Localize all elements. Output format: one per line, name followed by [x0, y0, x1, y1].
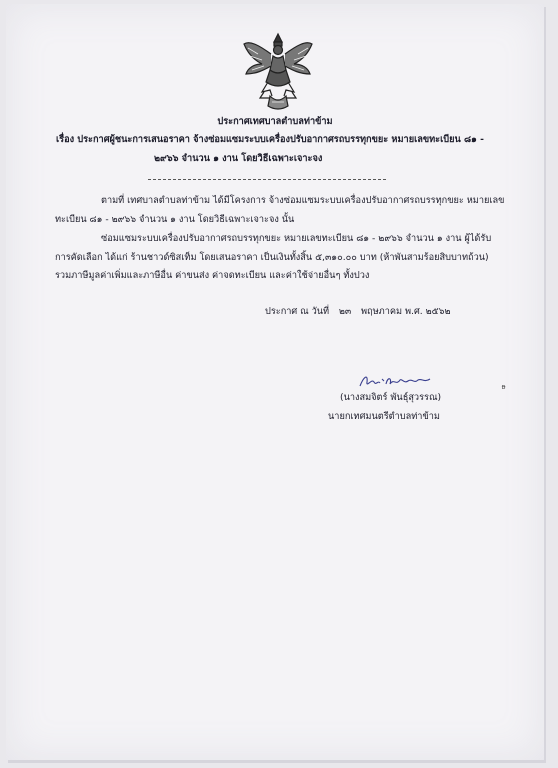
paragraph-2-line-1: ซ่อมแซมระบบเครื่องปรับอากาศรถบรรทุกขยะ หมายเลขทะเบียน ๘๑ - ๒๙๖๖ จำนวน ๑ งาน ผู้ได้รับ [101, 233, 492, 244]
announce-month-year: พฤษภาคม พ.ศ. ๒๕๖๒ [360, 306, 451, 317]
handwritten-signature-icon [358, 370, 436, 392]
announcement-date [265, 306, 451, 318]
document-title: ประกาศเทศบาลตำบลท่าข้าม [217, 116, 333, 127]
signatory-position: นายกเทศมนตรีตำบลท่าข้าม [328, 411, 440, 422]
paragraph-1-line-1: ตามที่ เทศบาลตำบลท่าข้าม ได้มีโครงการ จ้างซ่อมแซมระบบเครื่องปรับอากาศรถบรรทุกขยะ หมายเลข [101, 195, 505, 206]
separator-line [148, 179, 386, 180]
paragraph-2-line-2: การคัดเลือก ได้แก่ ร้านชาวด์ซิสเท็ม โดยเสนอราคา เป็นเงินทั้งสิ้น ๕,๓๑๐.๐๐ บาท (ห้าพันสามร้อยสิบบาทถ้วน) [55, 252, 489, 263]
margin-mark: ᴯ [502, 384, 506, 393]
subject-line-2: ๒๙๖๖ จำนวน ๑ งาน โดยวิธีเฉพาะเจาะจง [154, 153, 323, 164]
signatory-name: (นางสมจิตร์ พันธุ์สุวรรณ) [340, 392, 442, 403]
announce-prefix: ประกาศ ณ วันที่ [265, 306, 330, 317]
announce-day: ๒๓ [338, 306, 352, 317]
subject-line-1: เรื่อง ประกาศผู้ชนะการเสนอราคา จ้างซ่อมแซมระบบเครื่องปรับอากาศรถบรรทุกขยะ หมายเลขทะเบียน ๘๑ - [56, 134, 484, 145]
paragraph-2-line-3: รวมภาษีมูลค่าเพิ่มและภาษีอื่น ค่าขนส่ง ค่าจดทะเบียน และค่าใช้จ่ายอื่นๆ ทั้งปวง [55, 270, 370, 281]
garuda-emblem-icon [240, 30, 316, 112]
document-page [6, 4, 544, 760]
paragraph-1-line-2: ทะเบียน ๘๑ - ๒๙๖๖ จำนวน ๑ งาน โดยวิธีเฉพาะเจาะจง นั้น [55, 214, 295, 225]
